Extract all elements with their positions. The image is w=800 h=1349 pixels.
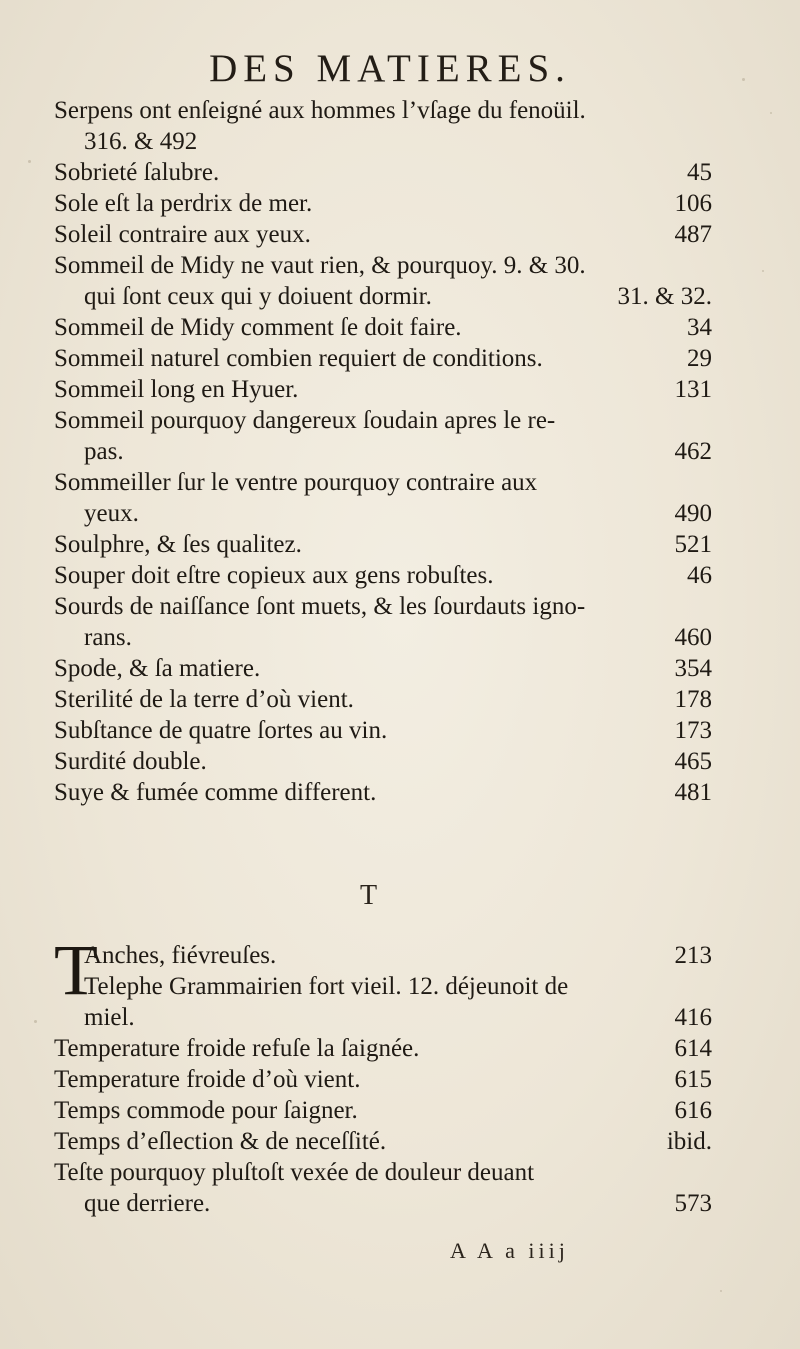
index-entry <box>54 439 712 465</box>
entry-text: que derriere. <box>84 1190 211 1217</box>
index-entry <box>54 346 712 372</box>
paper-speck <box>28 160 31 163</box>
index-entry <box>54 1098 712 1124</box>
entry-text: Soleil contraire aux yeux. <box>54 221 311 248</box>
page-reference: 173 <box>674 717 712 744</box>
page-reference: 416 <box>674 1004 712 1031</box>
section-heading-t: T <box>360 880 378 911</box>
entry-text: yeux. <box>84 500 139 527</box>
entry-text: Spode, & ſa matiere. <box>54 655 261 682</box>
entry-text: qui ſont ceux qui y doiuent dormir. <box>84 283 432 310</box>
index-entry <box>54 594 712 620</box>
page-reference: 521 <box>674 531 712 558</box>
entry-text: Subſtance de quatre ſortes au vin. <box>54 717 388 744</box>
entry-text: Surdité double. <box>54 748 207 775</box>
page-reference: 31. & 32. <box>617 283 712 310</box>
page-reference: 106 <box>674 190 712 217</box>
running-head: DES MATIERES. <box>209 47 571 90</box>
index-entry <box>54 191 712 217</box>
drop-cap-t: T <box>54 930 98 1010</box>
entry-text: Sommeil pourquoy dangereux ſoudain apres le re- <box>54 407 556 434</box>
entry-text: Sourds de naiſſance ſont muets, & les ſourdauts igno- <box>54 593 586 620</box>
entry-text: miel. <box>84 1004 135 1031</box>
index-entry <box>54 687 712 713</box>
page-reference: ibid. <box>666 1128 712 1155</box>
paper-speck <box>762 270 764 272</box>
index-section-t <box>54 943 712 1222</box>
page-reference: 46 <box>687 562 712 589</box>
entry-text: Souper doit eſtre copieux aux gens robuſtes. <box>54 562 494 589</box>
entry-text: Teſte pourquoy pluſtoſt vexée de douleur deuant <box>54 1159 535 1186</box>
entry-text: Temperature froide refuſe la ſaignée. <box>54 1035 420 1062</box>
entry-text: Suye & fumée comme different. <box>54 779 377 806</box>
page-reference: 213 <box>674 942 712 969</box>
page-reference: 45 <box>687 159 712 186</box>
index-entry <box>54 253 712 279</box>
index-entry <box>54 563 712 589</box>
paper-speck <box>742 78 745 81</box>
index-entry <box>54 625 712 651</box>
page-reference: 573 <box>674 1190 712 1217</box>
page-reference: 465 <box>674 748 712 775</box>
paper-speck <box>34 1020 37 1023</box>
index-entry <box>54 749 712 775</box>
paper-speck <box>770 112 772 114</box>
index-entry <box>54 315 712 341</box>
index-entry <box>54 1129 712 1155</box>
index-entry <box>54 780 712 806</box>
page-reference: 131 <box>674 376 712 403</box>
entry-text: Serpens ont enſeigné aux hommes l’vſage du fenoüil. <box>54 97 586 124</box>
index-entry <box>54 377 712 403</box>
index-entry <box>54 470 712 496</box>
entry-text: Sobrieté ſalubre. <box>54 159 220 186</box>
page-reference: 616 <box>674 1097 712 1124</box>
entry-text: Anches, fiévreuſes. <box>84 942 277 969</box>
index-entry <box>54 160 712 186</box>
paper-speck <box>720 1290 722 1292</box>
entry-text: Temps d’eſlection & de neceſſité. <box>54 1128 387 1155</box>
entry-text: pas. <box>84 438 124 465</box>
page-reference: 490 <box>674 500 712 527</box>
index-entry <box>54 501 712 527</box>
entry-text: Sole eſt la perdrix de mer. <box>54 190 313 217</box>
page-reference: 34 <box>687 314 712 341</box>
entry-text: Sommeil long en Hyuer. <box>54 376 299 403</box>
index-entry <box>54 98 712 124</box>
page-reference: 615 <box>674 1066 712 1093</box>
page-reference: 178 <box>674 686 712 713</box>
page-reference: 29 <box>687 345 712 372</box>
entry-text: Temperature froide d’où vient. <box>54 1066 361 1093</box>
entry-text: Sommeil de Midy comment ſe doit faire. <box>54 314 462 341</box>
index-entry <box>54 718 712 744</box>
entry-text: Sommeiller ſur le ventre pourquoy contraire aux <box>54 469 538 496</box>
index-entry <box>54 222 712 248</box>
entry-text: Soulphre, & ſes qualitez. <box>54 531 302 558</box>
entry-text: rans. <box>84 624 132 651</box>
page-reference: 462 <box>674 438 712 465</box>
entry-text: Sommeil de Midy ne vaut rien, & pourquoy. 9. & 30. <box>54 252 586 279</box>
index-entry <box>54 408 712 434</box>
index-entry <box>54 1005 712 1031</box>
entry-text: Temps commode pour ſaigner. <box>54 1097 358 1124</box>
entry-text: 316. & 492 <box>84 128 198 155</box>
index-entry <box>54 656 712 682</box>
index-entry <box>54 1191 712 1217</box>
signature-mark: A A a iiij <box>450 1238 569 1263</box>
index-entry <box>54 1160 712 1186</box>
entry-text: Sterilité de la terre d’où vient. <box>54 686 354 713</box>
page-reference: 460 <box>674 624 712 651</box>
index-entry <box>54 943 712 969</box>
entry-text: Sommeil naturel combien requiert de conditions. <box>54 345 543 372</box>
index-entry <box>54 129 712 155</box>
index-section-s <box>54 98 712 811</box>
page-reference: 614 <box>674 1035 712 1062</box>
index-entry <box>54 1036 712 1062</box>
page-reference: 354 <box>674 655 712 682</box>
page-reference: 481 <box>674 779 712 806</box>
index-entry <box>54 532 712 558</box>
entry-text: Telephe Grammairien fort vieil. 12. déjeunoit de <box>84 973 569 1000</box>
page-reference: 487 <box>674 221 712 248</box>
index-entry <box>54 284 712 310</box>
index-entry <box>54 1067 712 1093</box>
index-entry <box>54 974 712 1000</box>
